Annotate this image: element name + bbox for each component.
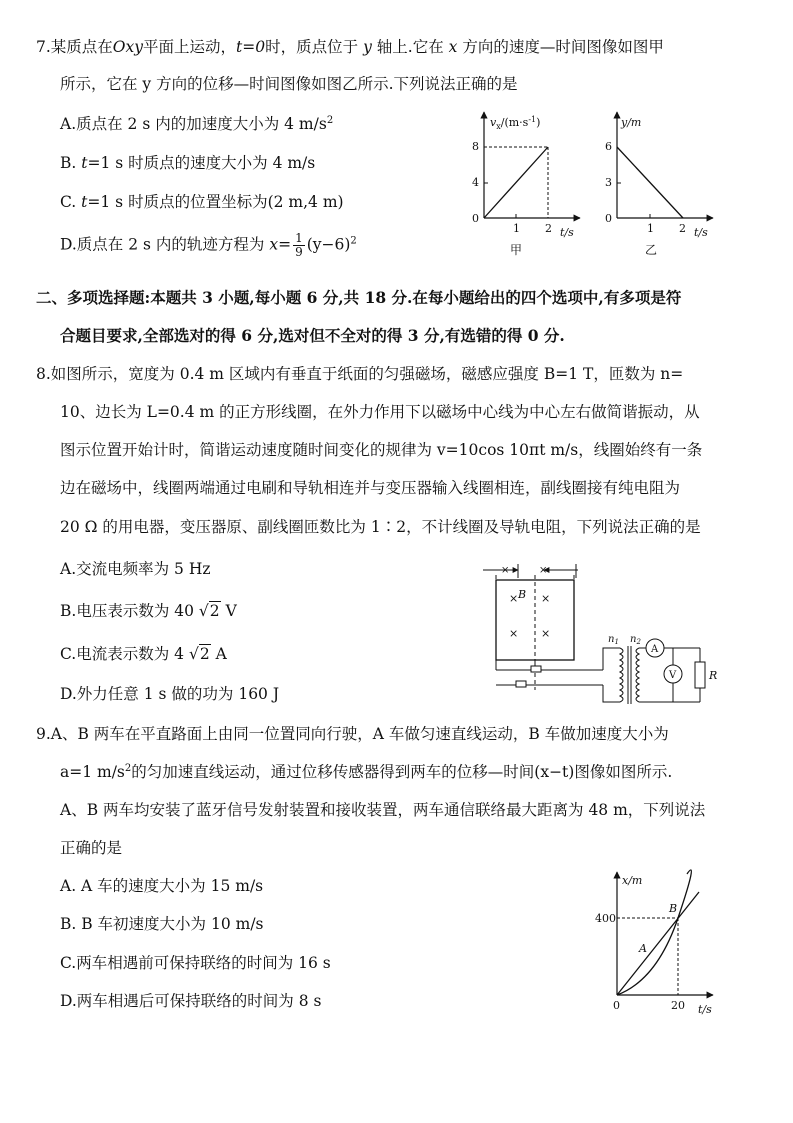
- q8-brush: [516, 681, 526, 687]
- q7-option-a[interactable]: A.质点在 2 s 内的加速度大小为 4 $m/s^2$: [60, 114, 334, 133]
- q9-option-c[interactable]: C.两车相遇前可保持联络的时间为 16 s: [60, 954, 331, 972]
- q9-stem-line3: A、B 两车均安装了蓝牙信号发射装置和接收装置，两车通信联络最大距离为 48 m，下列说法: [60, 801, 706, 819]
- q7-yi-caption: 乙: [645, 243, 658, 257]
- q8-circuit-diagram: [478, 560, 728, 700]
- q7-graph-jia: [462, 112, 592, 262]
- q9-option-d[interactable]: D.两车相遇后可保持联络的时间为 8 s: [60, 992, 322, 1010]
- q8-option-c[interactable]: C.电流表示数为 4 √2 A: [60, 645, 227, 663]
- q8-ammeter-label: A: [651, 644, 659, 655]
- q8-secondary-coil: [636, 648, 639, 702]
- q7-jia-caption: 甲: [510, 243, 523, 257]
- q7-yi-data-line: [617, 147, 683, 218]
- q7-yi-xtick: 1: [647, 222, 654, 235]
- q8-option-d[interactable]: D.外力任意 1 s 做的功为 160 J: [60, 685, 280, 703]
- q8-option-a[interactable]: A.交流电频率为 5 Hz: [60, 560, 211, 578]
- q9-label-b: B: [669, 902, 678, 915]
- q7-yi-origin: 0: [605, 212, 612, 225]
- q9-xt-graph: [595, 870, 725, 1020]
- q7-yi-xlabel: t/s: [694, 226, 708, 239]
- q9-xtick: 20: [671, 999, 685, 1012]
- q7-jia-ytick: 8: [472, 140, 479, 153]
- q8-primary-coil: [620, 648, 623, 702]
- q7-graph-yi: [597, 112, 717, 262]
- q7-yi-ylabel: y/m: [621, 116, 642, 129]
- q9-option-b[interactable]: B. B 车初速度大小为 10 m/s: [60, 915, 264, 933]
- q8-stem-line3: 图示位置开始计时，简谐运动速度随时间变化的规律为 v=10cos 10πt m/s，线圈始终有一条: [60, 441, 703, 459]
- q8-cross: ×: [541, 627, 551, 640]
- q7-yi-xtick: 2: [679, 222, 686, 235]
- q7-option-d[interactable]: D.质点在 2 s 内的轨迹方程为 x= $\frac{1}{9}$ $(y-6)^2$: [60, 231, 357, 259]
- q8-label-b: B: [518, 588, 527, 601]
- q7-yi-ytick: 3: [605, 176, 612, 189]
- q7-yi-ytick: 6: [605, 140, 612, 153]
- q7-stem-line2: 所示，它在 y 方向的位移—时间图像如图乙所示.下列说法正确的是: [60, 75, 518, 93]
- q8-cross: ×: [539, 565, 548, 576]
- q7-jia-ylabel: $v_x/(m\cdot s^{-1})$: [490, 115, 541, 131]
- fraction: $\frac{1}{9}$: [295, 231, 303, 259]
- q9-stem-line1: 9.A、B 两车在平直路面上由同一位置同向行驶，A 车做匀速直线运动，B 车做加速度大小为: [36, 725, 669, 743]
- q8-brush: [531, 666, 541, 672]
- q8-stem-line2: 10、边长为 L=0.4 m 的正方形线圈，在外力作用下以磁场中心线为中心左右做简谐振动，从: [60, 403, 700, 421]
- q8-label-n1: $n_1$: [608, 634, 619, 646]
- q9-ytick: 400: [595, 912, 616, 925]
- q8-resistor-label: R: [709, 669, 718, 682]
- q9-curve-b: [617, 870, 691, 995]
- q9-ylabel: x/m: [622, 874, 643, 887]
- section2-header-line2: 合题目要求,全部选对的得 6 分,选对但不全对的得 3 分,有选错的得 0 分.: [60, 326, 565, 345]
- q8-voltmeter-label: V: [669, 670, 677, 681]
- q7-option-c[interactable]: C. t=1 s 时质点的位置坐标为(2 m,4 m): [60, 193, 344, 211]
- q8-cross: ×: [509, 627, 519, 640]
- q9-xlabel: t/s: [698, 1003, 712, 1016]
- q8-resistor: [695, 662, 705, 688]
- q8-cross: ×: [541, 592, 551, 605]
- q7-jia-xlabel: t/s: [560, 226, 574, 239]
- q8-label-n2: $n_2$: [630, 634, 641, 646]
- q7-stem-line1: 7.某质点在Oxy平面上运动，t=0时，质点位于 y 轴上.它在 x 方向的速度—时间图像如图甲: [36, 38, 664, 56]
- q7-option-b[interactable]: B. t=1 s 时质点的速度大小为 4 m/s: [60, 154, 316, 172]
- q7-jia-ytick: 4: [472, 176, 479, 189]
- q9-line-a: [617, 892, 699, 995]
- q9-option-a[interactable]: A. A 车的速度大小为 15 m/s: [60, 877, 264, 895]
- q9-stem-line4: 正确的是: [60, 839, 123, 857]
- q8-cross: ×: [501, 565, 510, 576]
- q8-stem-line1: 8.如图所示，宽度为 0.4 m 区域内有垂直于纸面的匀强磁场，磁感应强度 B=1 T，匝数为 n=: [36, 365, 684, 383]
- q9-label-a: A: [639, 942, 647, 955]
- q7-jia-xtick: 1: [513, 222, 520, 235]
- q8-cross: ×: [509, 592, 519, 605]
- q8-stem-line5: 20 Ω 的用电器，变压器原、副线圈匝数比为 1∶2，不计线圈及导轨电阻，下列说法正确的是: [60, 518, 701, 536]
- q9-stem-line2: a=1 $m/s^2$的匀加速直线运动，通过位移传感器得到两车的位移—时间(x−t)图像如图所示.: [60, 762, 673, 781]
- q7-jia-origin: 0: [472, 212, 479, 225]
- q9-origin: 0: [613, 999, 620, 1012]
- q8-stem-line4: 边在磁场中，线圈两端通过电刷和导轨相连并与变压器输入线圈相连，副线圈接有纯电阻为: [60, 479, 681, 497]
- q7-jia-data-line: [484, 147, 548, 218]
- q7-jia-xtick: 2: [545, 222, 552, 235]
- q8-option-b[interactable]: B.电压表示数为 40 √2 V: [60, 602, 237, 620]
- section2-header-line1: 二、多项选择题:本题共 3 小题,每小题 6 分,共 18 分.在每小题给出的四个选项中,有多项是符: [36, 288, 682, 307]
